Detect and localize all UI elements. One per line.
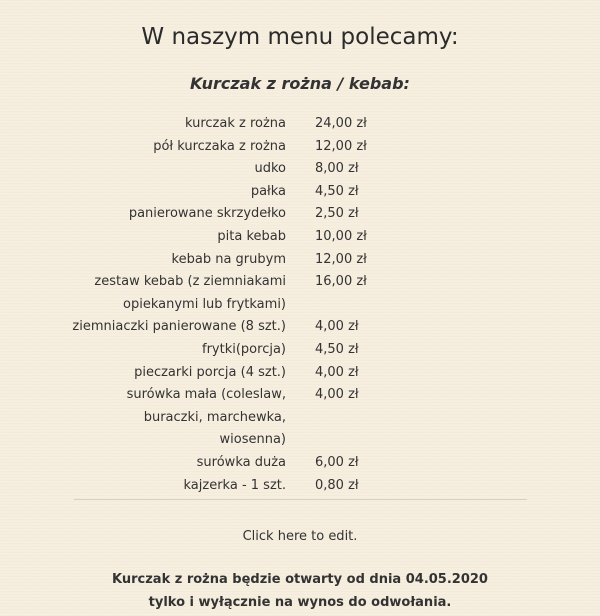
menu-item-name: pieczarki porcja (4 szt.) (134, 364, 286, 380)
menu-item-name: pół kurczaka z rożna (153, 138, 286, 154)
section-divider (74, 499, 527, 500)
menu-item-row (0, 316, 600, 339)
menu-item-price: 12,00 zł (315, 251, 367, 267)
menu-item-price: 24,00 zł (315, 116, 367, 131)
menu-item-price: 0,80 zł (315, 477, 359, 493)
opening-notice: Kurczak z rożna będzie otwarty od dnia 04.05.2020 tylko i wyłącznie na wynos do odwołania. (112, 572, 488, 610)
menu-item-price: 4,00 zł (315, 364, 359, 380)
section-title: Kurczak z rożna / kebab: (190, 74, 410, 93)
menu-item-row (0, 384, 600, 452)
menu-list (0, 113, 600, 497)
menu-item-name: panierowane skrzydełko (128, 206, 286, 222)
menu-item-price: 12,00 zł (315, 138, 367, 154)
menu-item-price: 6,00 zł (315, 454, 359, 470)
menu-item-row (0, 271, 600, 316)
menu-item-name: zestaw kebab (z ziemniakami opiekanymi lub frytkami) (94, 274, 286, 312)
menu-item-name: kebab na grubym (171, 251, 286, 267)
menu-item-row (0, 136, 600, 159)
menu-item-name: udko (254, 161, 286, 177)
menu-item-row (0, 181, 600, 204)
edit-link[interactable]: Click here to edit. (242, 529, 358, 544)
menu-item-row (0, 226, 600, 249)
menu-item-row (0, 452, 600, 475)
menu-item-row (0, 203, 600, 226)
menu-item-name: pita kebab (217, 228, 286, 244)
menu-item-row (0, 475, 600, 498)
page-title: W naszym menu polecamy: (141, 24, 459, 50)
menu-item-name: kajzerka - 1 szt. (183, 477, 286, 493)
menu-item-price: 16,00 zł (315, 274, 367, 290)
menu-item-price: 2,50 zł (315, 206, 359, 222)
menu-item-price: 8,00 zł (315, 161, 359, 177)
menu-item-price: 10,00 zł (315, 228, 367, 244)
menu-item-name: pałka (250, 183, 286, 199)
menu-item-price: 4,00 zł (315, 319, 359, 335)
menu-item-row (0, 113, 600, 136)
menu-item-price: 4,00 zł (315, 387, 359, 403)
menu-item-name: ziemniaczki panierowane (8 szt.) (72, 319, 286, 335)
menu-item-row (0, 158, 600, 181)
menu-item-row (0, 339, 600, 362)
menu-item-row (0, 362, 600, 385)
menu-item-row (0, 249, 600, 272)
menu-item-price: 4,50 zł (315, 183, 359, 199)
menu-item-name: surówka duża (196, 454, 286, 470)
menu-item-name: frytki(porcja) (202, 341, 286, 357)
menu-item-name: surówka mała (coleslaw, buraczki, marchewka, wiosenna) (126, 387, 286, 448)
menu-item-price: 4,50 zł (315, 341, 359, 357)
menu-item-name: kurczak z rożna (184, 116, 286, 131)
